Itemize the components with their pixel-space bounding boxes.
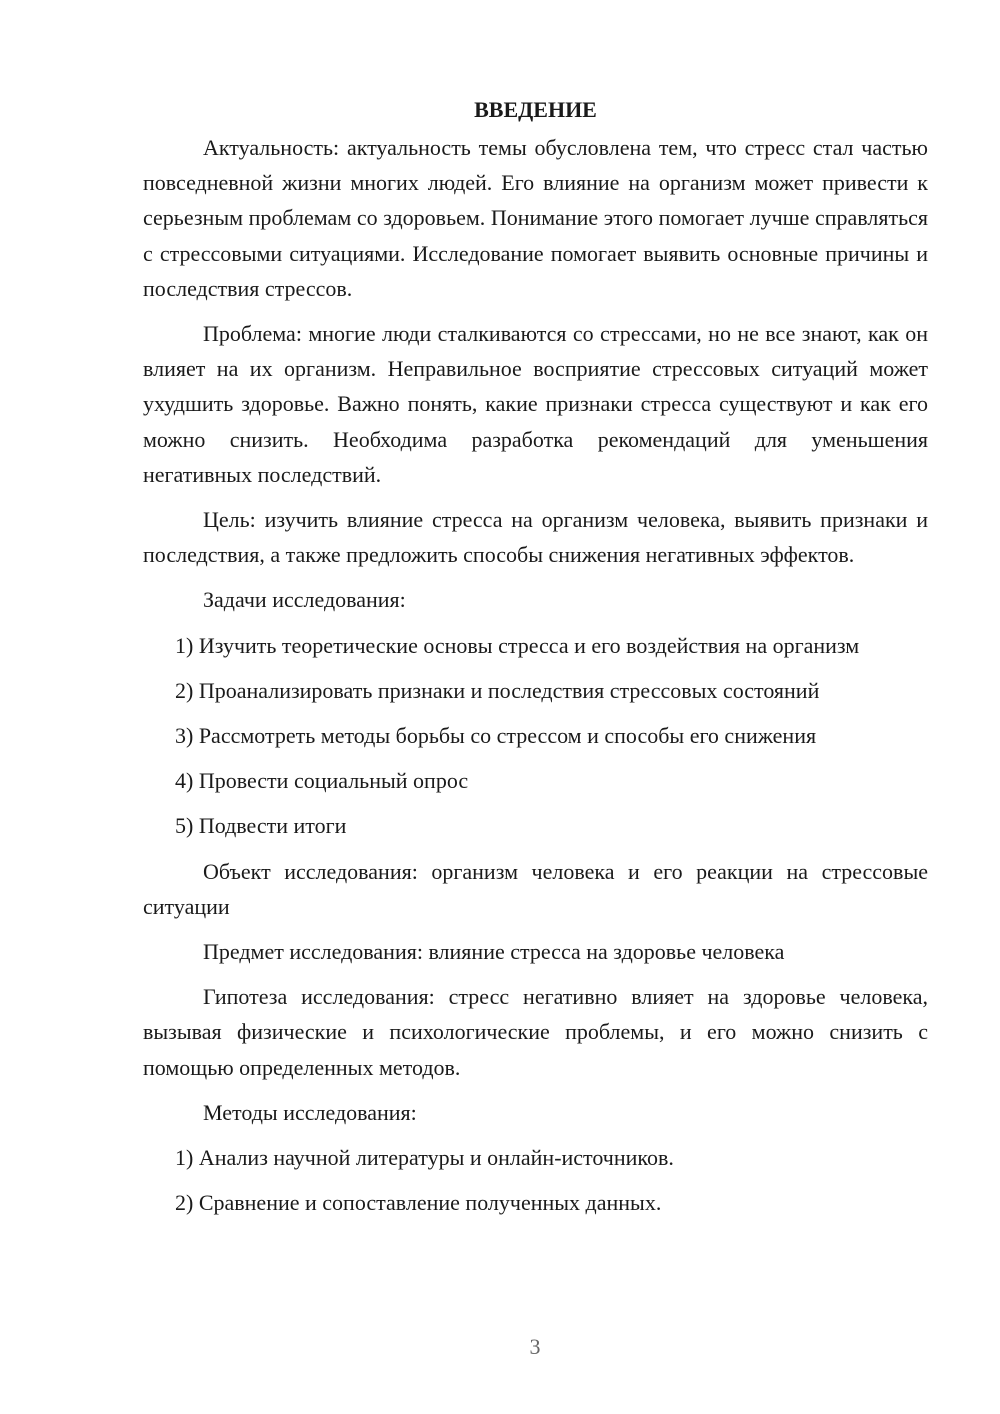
goal-paragraph: Цель: изучить влияние стресса на организм человека, выявить признаки и последствия, а также предложить способы снижения негативных эффектов. [143, 507, 928, 568]
methods-heading: Методы исследования: [203, 1099, 417, 1125]
tasks-heading: Задачи исследования: [203, 587, 406, 613]
page-number: 3 [529, 1334, 541, 1359]
method-item: 2) Сравнение и сопоставление полученных данных. [175, 1190, 662, 1216]
relevance-paragraph: Актуальность: актуальность темы обусловлена тем, что стресс стал частью повседневной жизни многих людей. Его влияние на организм может привести к серьезным проблемам со здоровьем. Понимание этого помогает лучше справляться с стрессовыми ситуациями. Исследование помогает выявить основные причины и последствия стрессов. [143, 135, 928, 301]
hypothesis-paragraph: Гипотеза исследования: стресс негативно влияет на здоровье человека, вызывая физические и психологические проблемы, и его можно снизить с помощью определенных методов. [143, 984, 928, 1080]
method-item: 1) Анализ научной литературы и онлайн-источников. [175, 1145, 674, 1171]
subject-paragraph: Предмет исследования: влияние стресса на здоровье человека [203, 939, 785, 965]
task-item: 3) Рассмотреть методы борьбы со стрессом и способы его снижения [175, 723, 817, 749]
document-body [143, 92, 928, 1230]
problem-paragraph: Проблема: многие люди сталкиваются со стрессами, но не все знают, как он влияет на их организм. Неправильное восприятие стрессовых ситуаций может ухудшить здоровье. Важно понять, какие признаки стресса существуют и как его можно снизить. Необходима разработка рекомендаций для уменьшения негативных последствий. [143, 321, 928, 487]
object-paragraph: Объект исследования: организм человека и его реакции на стрессовые ситуации [143, 858, 928, 919]
section-title: ВВЕДЕНИЕ [474, 97, 597, 122]
task-item: 1) Изучить теоретические основы стресса и его воздействия на организм [175, 632, 860, 658]
task-item: 4) Провести социальный опрос [175, 768, 469, 794]
task-item: 5) Подвести итоги [175, 813, 347, 839]
task-item: 2) Проанализировать признаки и последствия стрессовых состояний [175, 677, 820, 703]
